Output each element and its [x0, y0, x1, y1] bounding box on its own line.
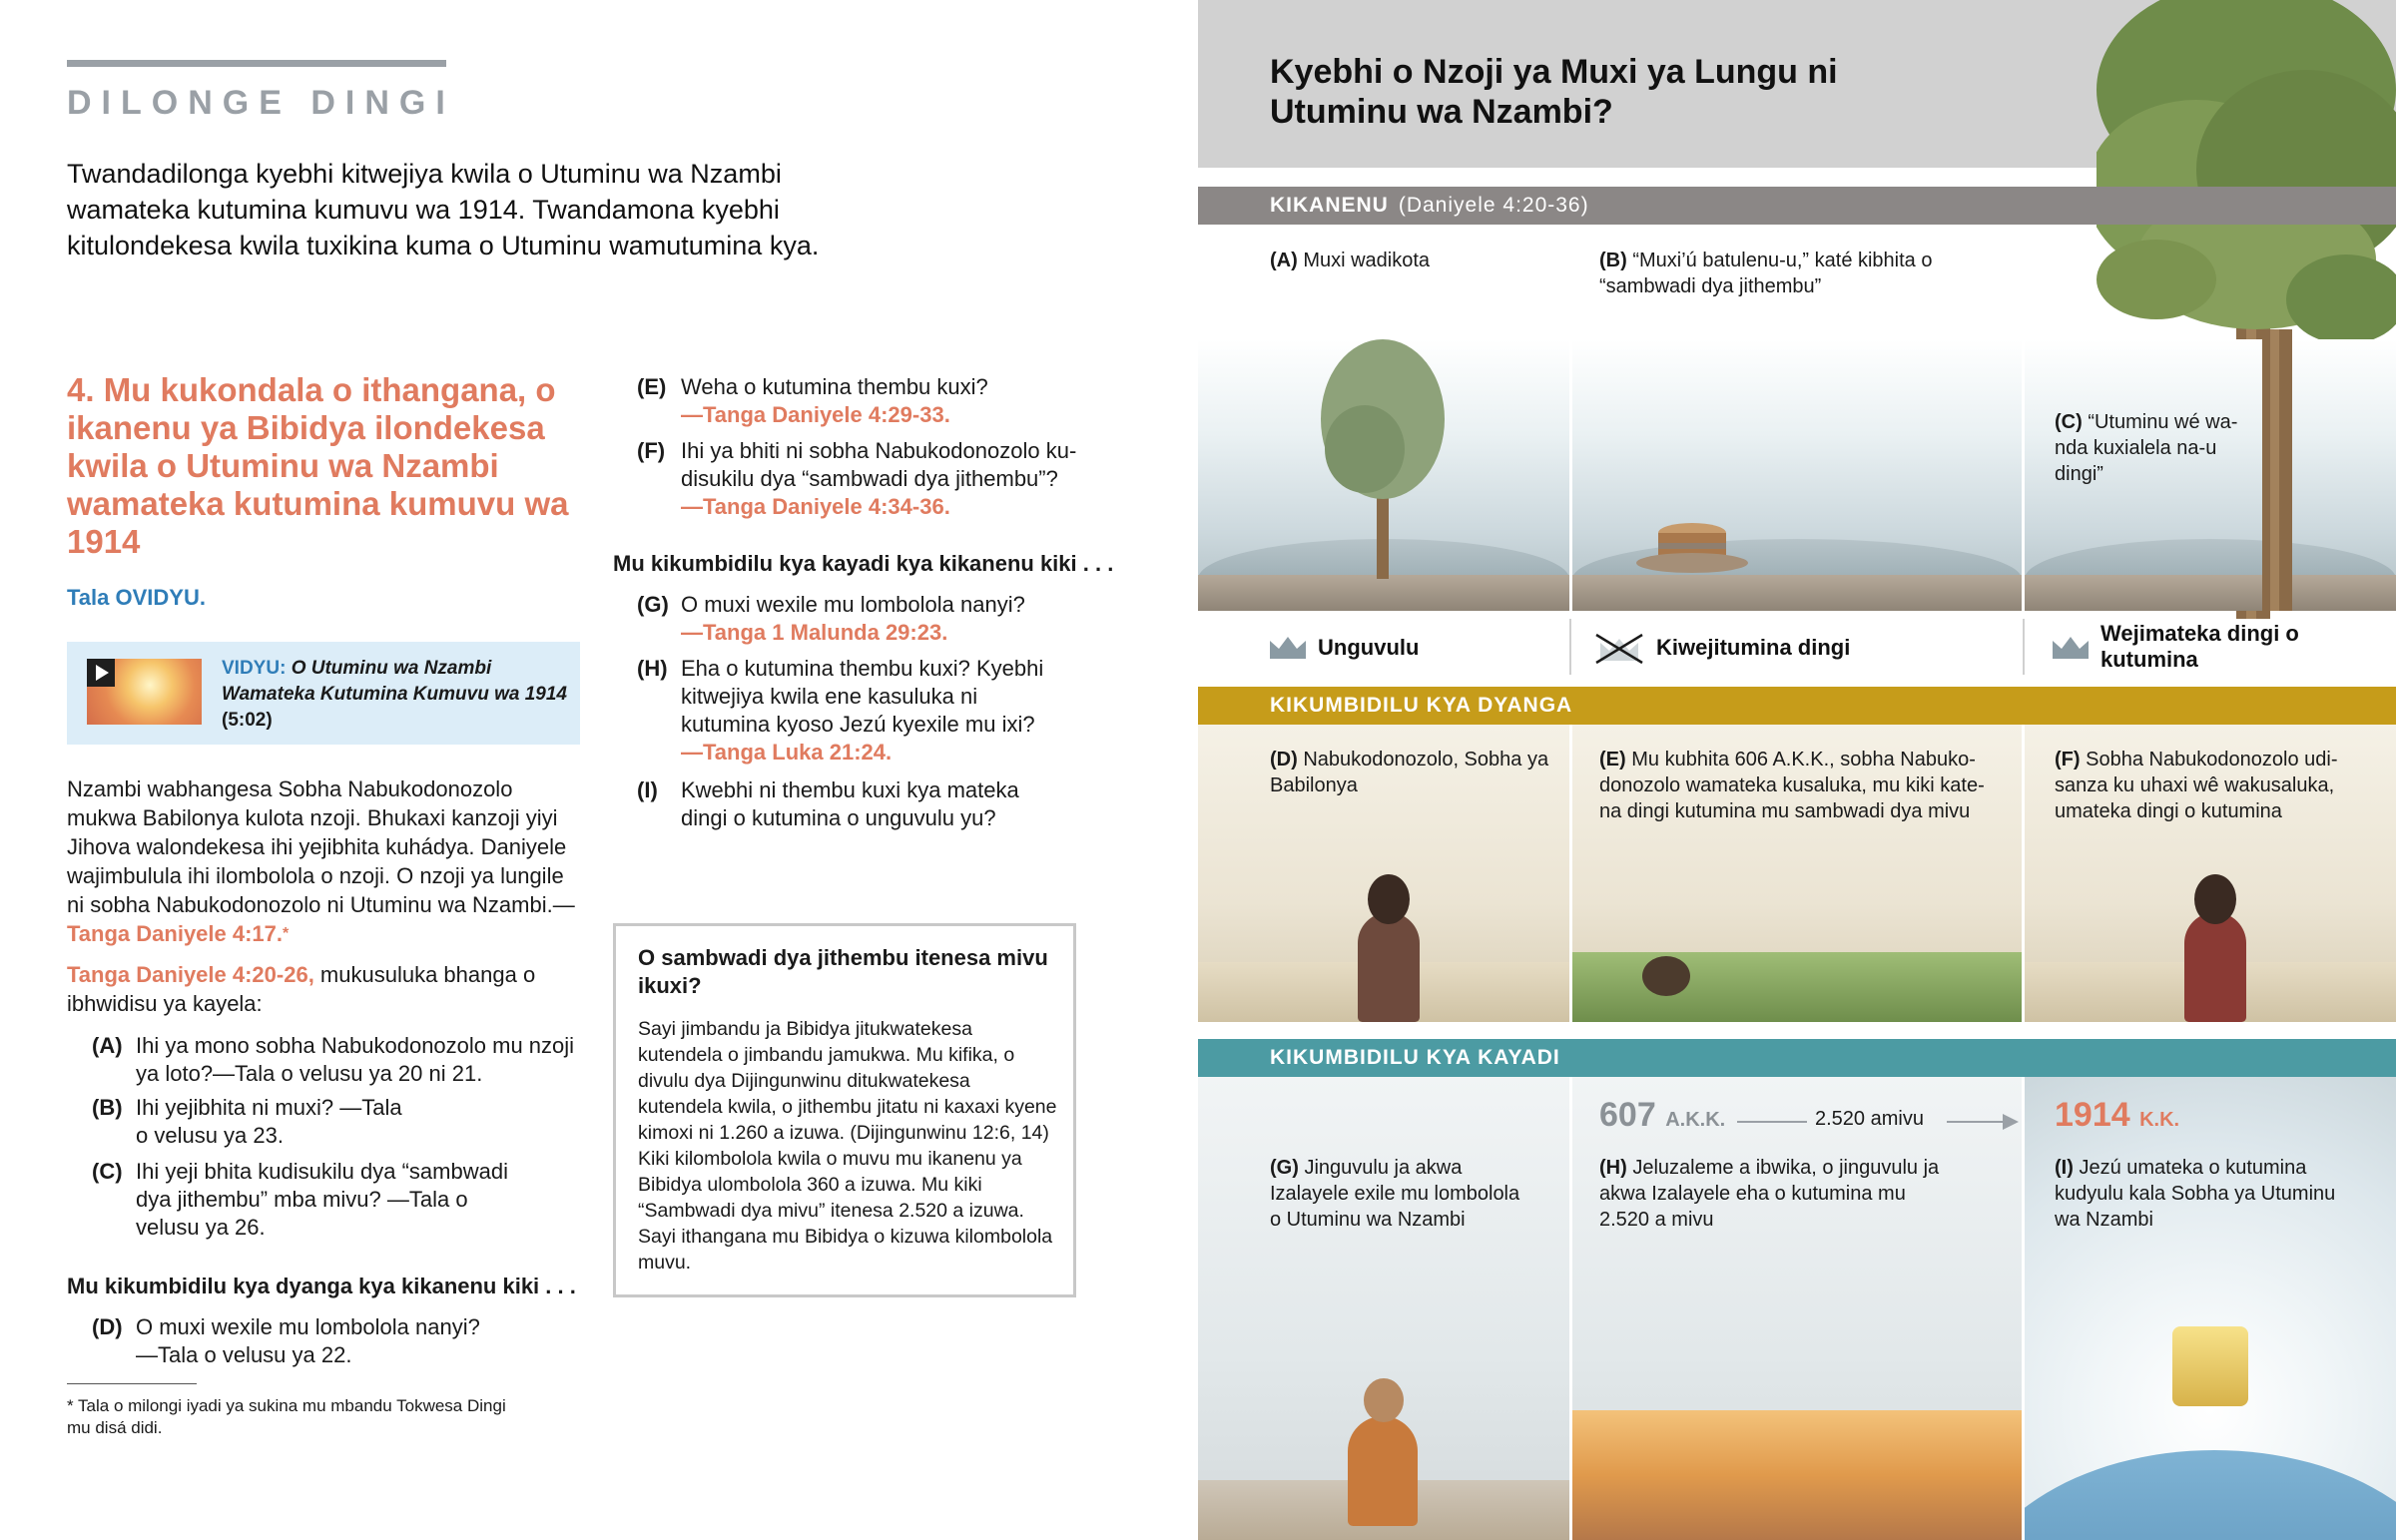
- footnote-rule: [67, 1383, 197, 1384]
- hills: [2025, 539, 2396, 579]
- timeline-start-year: 607: [1599, 1096, 1656, 1134]
- scripture-ref[interactable]: —Tanga Daniyele 4:34-36.: [681, 494, 950, 519]
- question-c: [92, 1158, 591, 1242]
- caption-text: “Utuminu wé wa-nda kuxialela na-u dingi”: [2055, 411, 2238, 485]
- question-label: (A): [92, 1033, 123, 1058]
- divider: [2022, 339, 2025, 611]
- question-label: (G): [637, 592, 669, 617]
- chart-title: Kyebhi o Nzoji ya Muxi ya Lungu ni Utuminu wa Nzambi?: [1270, 53, 1838, 131]
- status-reign-again: [2025, 613, 2396, 683]
- humbled-king-figure: [1642, 956, 1690, 996]
- caption-i: [2055, 1155, 2364, 1233]
- video-title[interactable]: O Utuminu wa Nzambi Wamateka Kutumina Kumuvu wa 1914: [222, 658, 567, 705]
- ground: [1572, 575, 2022, 611]
- caption-text: Jinguvulu ja akwa Izalayele exile mu lombolola o Utuminu wa Nzambi: [1270, 1157, 1520, 1231]
- scripture-ref[interactable]: Tanga Daniyele 4:17.: [67, 921, 284, 946]
- arrow-right-icon: [2003, 1114, 2019, 1130]
- question-e: [637, 373, 1126, 429]
- timeline-line: [1947, 1121, 2007, 1123]
- question-label: (E): [637, 374, 667, 399]
- paragraph-text: mukusuluka bhanga o ibhwidisu ya kayela:: [67, 962, 536, 1016]
- question-a: [92, 1032, 591, 1088]
- scripture-ref[interactable]: —Tanga Luka 21:24.: [681, 740, 893, 765]
- question-label: (H): [637, 656, 668, 681]
- divider: [2022, 1077, 2025, 1540]
- scene-tree-stump: [1572, 339, 2022, 611]
- paragraph-text: Nzambi wabhangesa Sobha Nabukodonozolo mukwa Babilonya kulota nzoji. Bhukaxi kanzoji yiyi Jihova walondekesa ihi yejibhita kuhádya. Daniyele wajimbulula ihi ilombolola o nzoji. O nzoji ya lungile ni sobha Nabukodonozolo ni Utuminu wa Nzambi.—: [67, 776, 575, 917]
- divider: [2022, 725, 2025, 1022]
- caption-text: Nabukodonozolo, Sobha ya Babilonya: [1270, 749, 1549, 796]
- caption-label: (B): [1599, 250, 1627, 271]
- caption-a: [1270, 248, 1569, 273]
- intro-paragraph: Twandadilonga kyebhi kitwejiya kwila o Utuminu wa Nzambi wamateka kutumina kumuvu wa 1914. Twandamona kyebhi kitulondekesa kwila tuxikina kuma o Utuminu wamutumina kya.: [67, 159, 820, 260]
- question-text: Ihi ya bhiti ni sobha Nabukodonozolo kudisukilu dya “sambwadi dya jithembu”?: [681, 438, 1077, 491]
- timeline-end-era: K.K.: [2139, 1109, 2180, 1131]
- question-h: [637, 655, 1126, 767]
- question-label: (B): [92, 1095, 123, 1120]
- timeline-start-era: A.K.K.: [1665, 1109, 1726, 1131]
- king-israel-head: [1364, 1378, 1404, 1422]
- king-head: [2194, 874, 2236, 924]
- tree-trunk-icon: [2236, 329, 2316, 611]
- caption-label: (I): [2055, 1157, 2074, 1179]
- band-prophecy: [1198, 187, 2396, 225]
- scene-jerusalem-destroyed: [1572, 1077, 2022, 1540]
- caption-label: (A): [1270, 250, 1298, 271]
- scripture-ref[interactable]: —Tanga Daniyele 4:29-33.: [681, 402, 950, 427]
- king-head: [1368, 874, 1410, 924]
- info-box: [613, 923, 1076, 1297]
- question-i: [637, 776, 1126, 832]
- watch-video-link[interactable]: Tala OVIDYU.: [67, 585, 206, 610]
- caption-b: [1599, 248, 1979, 299]
- footnote: * Tala o milongi iyadi ya sukina mu mbandu Tokwesa Dingi mu disá didi.: [67, 1396, 506, 1437]
- video-caption: [222, 656, 571, 734]
- band-second-fulfillment: KIKUMBIDILU KYA KAYADI: [1198, 1039, 2396, 1077]
- video-duration: (5:02): [222, 710, 273, 731]
- question-text: Ihi yeji bhita kudisukilu dya “sambwadi dya jithembu” mba mivu? —Tala o velusu ya 26.: [136, 1159, 508, 1240]
- question-text: Weha o kutumina thembu kuxi?: [681, 374, 988, 399]
- info-box-title: O sambwadi dya jithembu itenesa mivu ikuxi?: [638, 945, 1048, 998]
- subheading-first-fulfillment: Mu kikumbidilu kya dyanga kya kikanenu kiki . . .: [67, 1274, 576, 1298]
- caption-text: “Muxi’ú batulenu-u,” katé kibhita o “sambwadi dya jithembu”: [1599, 250, 1933, 297]
- timeline-span: 2.520 amivu: [1815, 1108, 1924, 1130]
- caption-label: (F): [2055, 749, 2081, 770]
- band-ref: (Daniyele 4:20-36): [1398, 194, 1589, 217]
- question-text: O muxi wexile mu lombolola nanyi? —Tala o velusu ya 22.: [136, 1314, 480, 1367]
- caption-d: [1270, 747, 1549, 798]
- video-label: VIDYU:: [222, 658, 287, 679]
- fire-glow: [1572, 1410, 2022, 1540]
- question-label: (D): [92, 1314, 123, 1339]
- divider: [1569, 725, 1572, 1022]
- status-no-reign: [1572, 613, 2022, 683]
- caption-f: [2055, 747, 2374, 824]
- video-thumbnail[interactable]: [87, 659, 202, 725]
- question-g: [637, 591, 1126, 647]
- question-text: Ihi ya mono sobha Nabukodonozolo mu nzoji ya loto?—Tala o velusu ya 20 ni 21.: [136, 1033, 575, 1086]
- king-israel-figure: [1348, 1416, 1418, 1526]
- question-label: (F): [637, 438, 666, 463]
- earth: [2025, 1450, 2396, 1540]
- footnote-mark[interactable]: *: [283, 925, 290, 942]
- stump-icon: [1632, 519, 1752, 579]
- question-b: [92, 1094, 591, 1150]
- caption-g: [1270, 1155, 1529, 1233]
- caption-c: [2055, 409, 2244, 487]
- question-heading: 4. Mu kukondala o ithangana, o ikanenu ya Bibidya ilondekesa kwila o Utuminu wa Nzambi wamateka kutumina kumuvu wa 1914: [67, 371, 569, 560]
- question-text: O muxi wexile mu lombolola nanyi?: [681, 592, 1025, 617]
- timeline-end-year: 1914: [2055, 1096, 2130, 1134]
- crown-icon: [2051, 633, 2091, 661]
- scripture-ref[interactable]: Tanga Daniyele 4:20-26,: [67, 962, 314, 987]
- timeline-line: [1737, 1121, 1807, 1123]
- caption-label: (E): [1599, 749, 1626, 770]
- caption-text: Jezú umateka o kutumina kudyulu kala Sobha ya Utuminu wa Nzambi: [2055, 1157, 2336, 1231]
- question-d: [92, 1313, 591, 1369]
- crossed-crown-icon: [1594, 631, 1644, 665]
- question-text: Eha o kutumina thembu kuxi? Kyebhi kitwejiya kwila ene kasuluka ni kutumina kyoso Jezú kyexile mu ixi?: [681, 656, 1044, 737]
- band-first-fulfillment: KIKUMBIDILU KYA DYANGA: [1198, 687, 2396, 725]
- caption-text: Sobha Nabukodonozolo udisanza ku uhaxi wê wakusaluka, umateka dingi o kutumina: [2055, 749, 2338, 822]
- caption-label: (D): [1270, 749, 1298, 770]
- video-box[interactable]: [67, 642, 580, 745]
- crown-icon: [1268, 633, 1308, 661]
- question-f: [637, 437, 1126, 521]
- caption-label: (G): [1270, 1157, 1299, 1179]
- scene-jesus-reigns: [2025, 1077, 2396, 1540]
- question-label: (I): [637, 777, 658, 802]
- status-text: Unguvulu: [1318, 635, 1420, 660]
- caption-h: [1599, 1155, 1959, 1233]
- grass: [1572, 952, 2022, 1022]
- paragraph-dream: [67, 774, 586, 948]
- timeline-end: [2055, 1096, 2179, 1135]
- question-text: Ihi yejibhita ni muxi? —Tala o velusu ya 23.: [136, 1095, 402, 1148]
- question-label: (C): [92, 1159, 123, 1184]
- paragraph-read: [67, 960, 586, 1018]
- caption-text: Muxi wadikota: [1303, 250, 1431, 271]
- scripture-ref[interactable]: —Tanga 1 Malunda 29:23.: [681, 620, 948, 645]
- small-tree-icon: [1303, 339, 1463, 589]
- subheading-second-fulfillment: Mu kikumbidilu kya kayadi kya kikanenu kiki . . .: [613, 551, 1114, 576]
- info-box-body: Sayi jimbandu ja Bibidya jitukwatekesa kutendela o jimbandu jamukwa. Mu kifika, o divulu dya Dijingunwinu ditukwatekesa kutendela kwila, o jithembu jitatu ni kaxaxi kyene kimoxi ni 1.260 a izuwa. (Dijingunwinu 12:6, 14) Kiki kilombolola kwila o muvu mu ikanenu ya Bibidya ulombolola 360 a izuwa. Mu kiki “Sambwadi dya mivu” itenesa 2.520 a izuwa. Sayi ithangana mu Bibidya o kizuwa kilombolola muvu.: [638, 1018, 1057, 1274]
- caption-text: Mu kubhita 606 A.K.K., sobha Nabukodonozolo wamateka kusaluka, mu kiki katena dingi kutumina mu sambwadi dya mivu: [1599, 749, 1985, 822]
- status-text: Kiwejitumina dingi: [1656, 635, 1851, 660]
- scene-kings-israel: [1198, 1077, 1569, 1540]
- king-figure: [2184, 912, 2246, 1022]
- caption-label: (H): [1599, 1157, 1627, 1179]
- caption-label: (C): [2055, 411, 2083, 433]
- section-title: DILONGE DINGI: [67, 84, 455, 122]
- caption-e: [1599, 747, 1999, 824]
- question-text: Kwebhi ni thembu kuxi kya mateka dingi o kutumina o unguvulu yu?: [681, 777, 1019, 830]
- divider: [1569, 619, 1571, 675]
- throne-icon: [2172, 1326, 2248, 1406]
- king-figure: [1358, 912, 1420, 1022]
- top-rule: [67, 60, 446, 67]
- caption-text: Jeluzaleme a ibwika, o jinguvulu ja akwa Izalayele eha o kutumina mu 2.520 a mivu: [1599, 1157, 1940, 1231]
- status-reign: [1198, 613, 1569, 683]
- scene-tree-growing: [1198, 339, 1569, 611]
- timeline-start: [1599, 1096, 1725, 1135]
- chart-page: [1198, 0, 2396, 1540]
- divider: [1569, 1077, 1572, 1540]
- ground: [2025, 575, 2396, 611]
- band-label: KIKANENU: [1270, 194, 1389, 217]
- divider: [1569, 339, 1572, 611]
- play-icon[interactable]: [87, 659, 115, 687]
- status-text: Wejimateka dingi o kutumina: [2100, 621, 2299, 672]
